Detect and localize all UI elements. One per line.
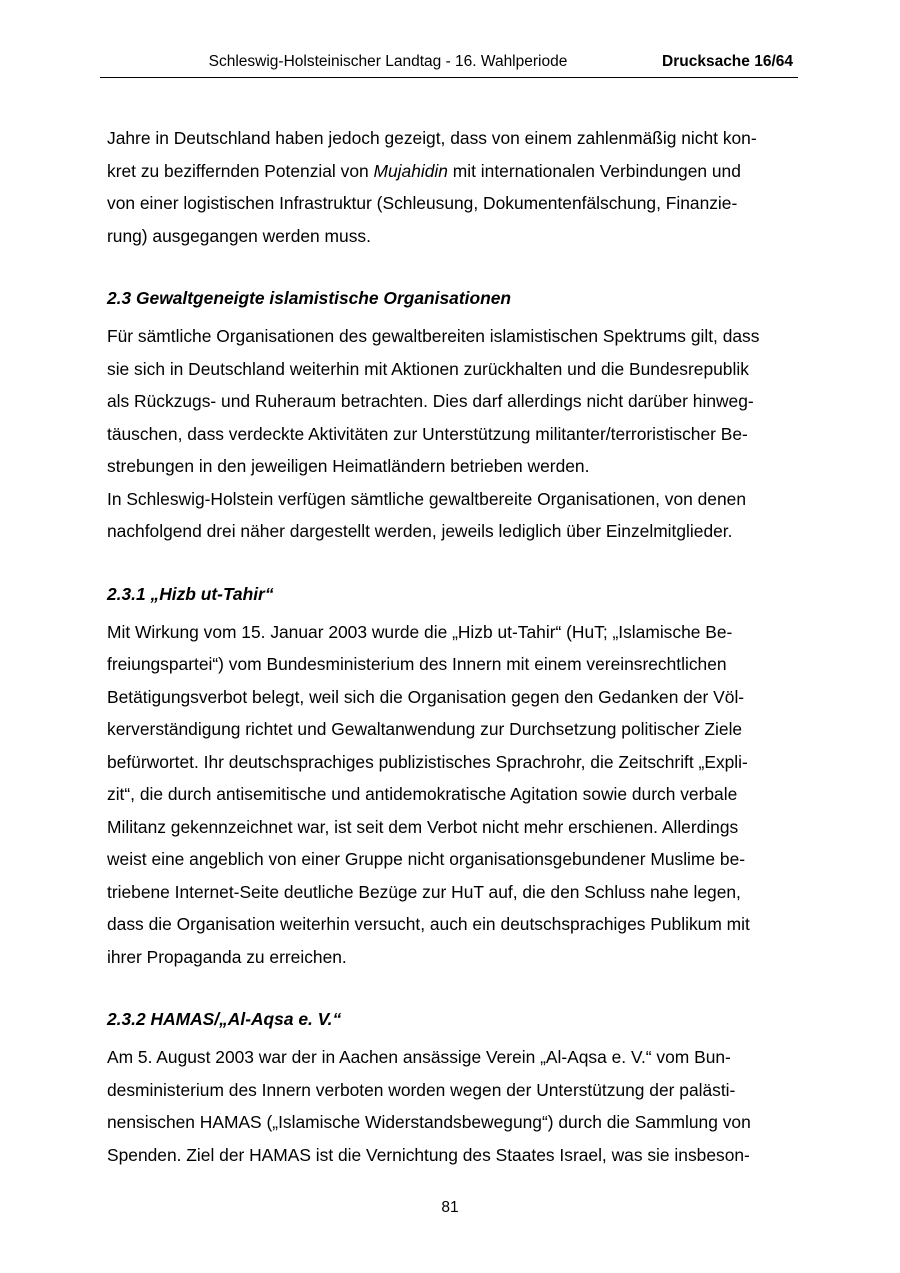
section-heading-2-3-2: 2.3.2 HAMAS/„Al-Aqsa e. V.“ [107,1009,342,1029]
text-line: Am 5. August 2003 war der in Aachen ansässige Verein „Al-Aqsa e. V.“ vom Bun- [107,1047,731,1067]
section-2-3-2-paragraph [107,1041,797,1171]
text-line: nachfolgend drei näher dargestellt werden, jeweils lediglich über Einzelmitglieder. [107,521,733,541]
text-line: rung) ausgegangen werden muss. [107,225,371,246]
page-number: 81 [441,1199,459,1216]
text-line: als Rückzugs- und Ruheraum betrachten. Dies darf allerdings nicht darüber hinweg- [107,391,754,411]
text-line: von einer logistischen Infrastruktur (Schleusung, Dokumentenfälschung, Finanzie- [107,193,738,213]
text-line: ihrer Propaganda zu erreichen. [107,946,347,967]
document-number: Drucksache 16/64 [662,53,793,70]
text-line: triebene Internet-Seite deutliche Bezüge zur HuT auf, die den Schluss nahe legen, [107,881,741,902]
text-line: Für sämtliche Organisationen des gewaltbereiten islamistischen Spektrums gilt, dass [107,326,760,346]
text-line: befürwortet. Ihr deutschsprachiges publizistisches Sprachrohr, die Zeitschrift „Expli- [107,751,748,772]
text-line: weist eine angeblich von einer Gruppe nicht organisationsgebundener Muslime be- [107,849,746,869]
section-2-3-1-paragraph [107,616,797,974]
intro-paragraph [107,122,797,252]
document-body [107,122,797,1171]
text-span: kret zu beziffernden Potenzial von [107,160,374,181]
text-span: mit internationalen Verbindungen und [447,160,741,181]
text-line: sie sich in Deutschland weiterhin mit Aktionen zurückhalten und die Bundesrepublik [107,358,749,379]
section-heading-2-3-1: 2.3.1 „Hizb ut-Tahir“ [107,583,274,604]
text-line: Betätigungsverbot belegt, weil sich die Organisation gegen den Gedanken der Völ- [107,686,745,707]
text-line: Spenden. Ziel der HAMAS ist die Vernichtung des Staates Israel, was sie insbeson- [107,1144,750,1165]
header-title: Schleswig-Holsteinischer Landtag - 16. Wahlperiode [208,53,568,70]
italic-term: Mujahidin [373,160,448,181]
section-2-3-paragraph [107,320,797,548]
text-line: In Schleswig-Holstein verfügen sämtliche gewaltbereite Organisationen, von denen [107,488,746,509]
text-line [107,155,797,188]
text-line: zit“, die durch antisemitische und antidemokratische Agitation sowie durch verbale [107,784,738,804]
text-line: kerverständigung richtet und Gewaltanwendung zur Durchsetzung politischer Ziele [107,719,743,739]
text-line: nensischen HAMAS („Islamische Widerstandsbewegung“) durch die Sammlung von [107,1112,751,1132]
text-line: Mit Wirkung vom 15. Januar 2003 wurde die „Hizb ut-Tahir“ (HuT; „Islamische Be- [107,621,733,642]
text-line: Militanz gekennzeichnet war, ist seit dem Verbot nicht mehr erschienen. Allerdings [107,816,739,837]
text-line: Jahre in Deutschland haben jedoch gezeigt, dass von einem zahlenmäßig nicht kon- [107,128,757,148]
text-line: dass die Organisation weiterhin versucht, auch ein deutschsprachiges Publikum mit [107,914,750,934]
section-heading-2-3: 2.3 Gewaltgeneigte islamistische Organisationen [107,288,511,308]
text-line: strebungen in den jeweiligen Heimatländern betrieben werden. [107,456,590,476]
page-header [100,51,798,78]
text-line: täuschen, dass verdeckte Aktivitäten zur Unterstützung militanter/terroristischer Be- [107,423,748,444]
text-line: desministerium des Innern verboten worden wegen der Unterstützung der palästi- [107,1079,736,1100]
text-line: freiungspartei“) vom Bundesministerium des Innern mit einem vereinsrechtlichen [107,654,727,674]
